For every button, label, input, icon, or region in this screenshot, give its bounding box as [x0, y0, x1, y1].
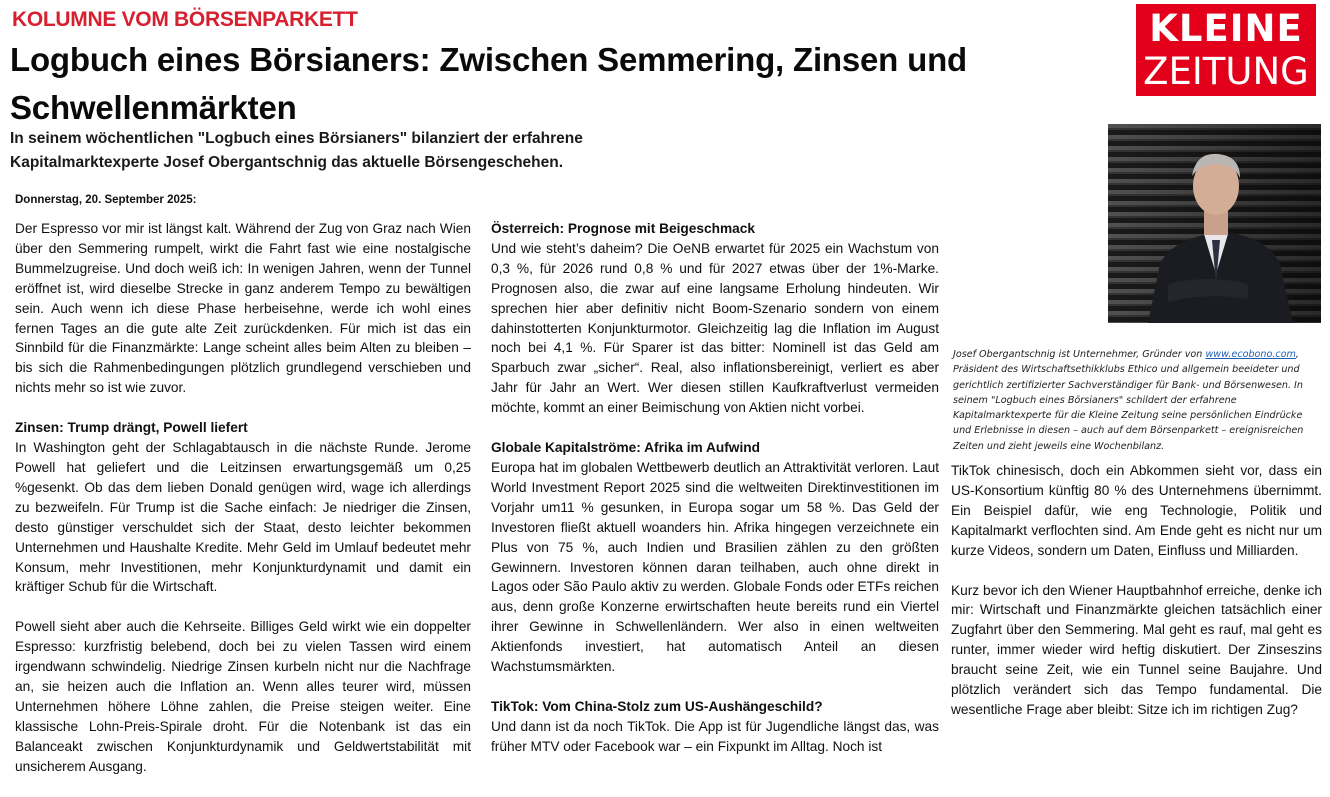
- article-column-1: [15, 219, 471, 797]
- paragraph-tiktok-continued: TikTok chinesisch, doch ein Abkommen sieht vor, dass ein US-Konsortium künftig 80 % des Unternehmens übernimmt. Ein Beispiel dafür, wie eng Technologie, Politik und Kapitalmarkt verflochten sind. Am Ende geht es nicht nur um kurze Videos, sondern um Daten, Einfluss und Milliarden.: [951, 463, 1322, 558]
- intro-paragraph: Der Espresso vor mir ist längst kalt. Während der Zug von Graz nach Wien über den Semmering rumpelt, wirkt die Fahrt fast wie eine nostalgische Bummelzugreise. Und doch weiß ich: In wenigen Jahren, wenn der Tunnel eröffnet ist, wird dieselbe Strecke in ganz anderem Tempo zu bewältigen sein. Auch wenn ich diese Phase herbeisehne, werde ich wohl eines fernen Tages an die gute alte Zeit zurückdenken. Für mich ist das ein Sinnbild für die Finanzmärkte: Lange scheint alles beim Alten zu bleiben – bis sich die Rahmenbedingungen plötzlich grundlegend verschieben und nichts mehr so ist wie zuvor.: [15, 221, 471, 396]
- paragraph-kapitalstroeme: Europa hat im globalen Wettbewerb deutlich an Attraktivität verloren. Laut World Investment Report 2025 sind die weltweiten Direktinvestitionen im Vorjahr um11 % gesunken, in Europa sogar um 58 %. Das Geld der Investoren fließt aktuell woanders hin. Afrika hingegen verzeichnete ein Plus von 75 %, auch Indien und Brasilien zählen zu den größten Gewinnern. Investoren können daran teilhaben, auch ohne direkt in Lagos oder São Paulo aktiv zu werden. Globale Fonds oder ETFs reichen aus, denn große Konzerne erwirtschaften heute bereits rund ein Viertel ihrer Gewinne in Schwellenländern. Wer also in einen weltweiten Aktienfonds investiert, hat automatisch Anteil an diesen Wachstumsmärkten.: [491, 459, 939, 675]
- page-title: Logbuch eines Börsianers: Zwischen Semmering, Zinsen und Schwellenmärkten: [10, 41, 967, 126]
- paragraph-zinsen-2: Powell sieht aber auch die Kehrseite. Billiges Geld wirkt wie ein doppelter Espresso: kurzfristig belebend, doch bei zu vielen Tassen wird einem irgendwann schwindelig. Niedrige Zinsen kurbeln nicht nur die Nachfrage an, sie heizen auch die Inflation an. Wenn alles teurer wird, müssen Unternehmen höhere Löhne zahlen, die Preise steigen weiter. Eine klassische Lohn-Preis-Spirale droht. Für die Notenbank ist das ein Balanceakt zwischen Konjunkturdynamik und Geldwertstabilität mit unsicherem Ausgang.: [15, 619, 471, 774]
- author-portrait: [1108, 124, 1321, 323]
- dateline: Donnerstag, 20. September 2025:: [15, 194, 197, 206]
- paragraph-zinsen-1: In Washington geht der Schlagabtausch in die nächste Runde. Jerome Powell hat geliefert und die Leitzinsen erwartungsgemäß um 0,25 %gesenkt. Ob das dem lieben Donald genügen wird, wage ich allerdings zu bezweifeln. Für Trump ist die Sache einfach: Je niedriger die Zinsen, desto günstiger verschuldet sich der Staat, desto leichter bekommen Unternehmen und Haushalte Kredite. Mehr Geld im Umlauf bedeutet mehr Konsum, mehr Investitionen, mehr Konjunkturdynamit und damit ein kräftiger Schub für die Wirtschaft.: [15, 440, 471, 595]
- article-column-3: [951, 461, 1322, 740]
- kleine-zeitung-logo: [1136, 4, 1316, 96]
- portrait-image: [1108, 124, 1321, 323]
- paragraph-oesterreich: Und wie steht’s daheim? Die OeNB erwartet für 2025 ein Wachstum von 0,3 %, für 2026 rund 0,8 % und für 2027 etwas über der 1%-Marke. Prognosen also, die zwar auf eine langsame Erholung hindeuten. Wir sprechen hier aber definitiv nicht Boom-Szenario sondern von einem dahinstotterten Konjunkturmotor. Gleichzeitig lag die Inflation im August noch bei 4,1 %. Für Sparer ist das bitter: Nominell ist das Geld am Sparbuch zwar „sicher“. Real, also inflationsbereinigt, verliert es aber Jahr für Jahr an Wert. Wer diesen stillen Kaufkraftverlust vermeiden möchte, kommt an einer Beimischung von Aktien nicht vorbei.: [491, 240, 939, 416]
- section-heading-oesterreich: Österreich: Prognose mit Beigeschmack: [491, 221, 755, 236]
- closing-paragraph: Kurz bevor ich den Wiener Hauptbahnhof erreiche, denke ich mir: Wirtschaft und Finanzmärkte gleichen tatsächlich einer Zugfahrt über den Semmering. Mal geht es rauf, mal geht es runter, immer wieder wird heftig diskutiert. Der Zinseszins braucht seine Zeit, wie ein Tunnel seine Baujahre. Und plötzlich verändert sich das Tempo fundamental. Die wesentliche Frage aber bleibt: Sitze ich im richtigen Zug?: [951, 582, 1322, 717]
- logo-line-2: ZEITUNG: [1143, 50, 1309, 93]
- lede: In seinem wöchentlichen "Logbuch eines Börsianers" bilanziert der erfahrene Kapitalmarktexperte Josef Obergantschnig das aktuelle Börsengeschehen.: [10, 130, 583, 171]
- caption-text-continued: , Präsident des Wirtschaftsethikklubs Ethico und allgemein beeideter und gerichtlich zertifizierter Sachverständiger für Bank- und Börsenwesen. In seinem "Logbuch eines Börsianers" schildert der erfahrene Kapitalmarktexperte für die Kleine Zeitung seine persönlichen Eindrücke und Erlebnisse in diesen – auch auf dem Börsenparkett – ereignisreichen Zeiten und zieht jeweils eine Wochenbilanz.: [953, 349, 1304, 452]
- caption-text: Josef Obergantschnig ist Unternehmer, Gründer von: [953, 349, 1206, 360]
- section-heading-kapitalstroeme: Globale Kapitalströme: Afrika im Aufwind: [491, 440, 760, 456]
- ecobono-link[interactable]: www.ecobono.com: [1205, 349, 1296, 360]
- paragraph-tiktok-start: Und dann ist da noch TikTok. Die App ist für Jugendliche längst das, was früher MTV oder Facebook war – ein Fixpunkt im Alltag. Noch ist: [491, 718, 939, 754]
- article-column-2: [491, 219, 939, 777]
- section-heading-tiktok: TikTok: Vom China-Stolz zum US-Aushängeschild?: [491, 698, 823, 714]
- author-caption: [953, 347, 1323, 454]
- logo-line-1: KLEINE: [1149, 7, 1303, 50]
- kicker: KOLUMNE VOM BÖRSENPARKETT: [12, 8, 358, 31]
- section-heading-zinsen: Zinsen: Trump drängt, Powell liefert: [15, 420, 248, 436]
